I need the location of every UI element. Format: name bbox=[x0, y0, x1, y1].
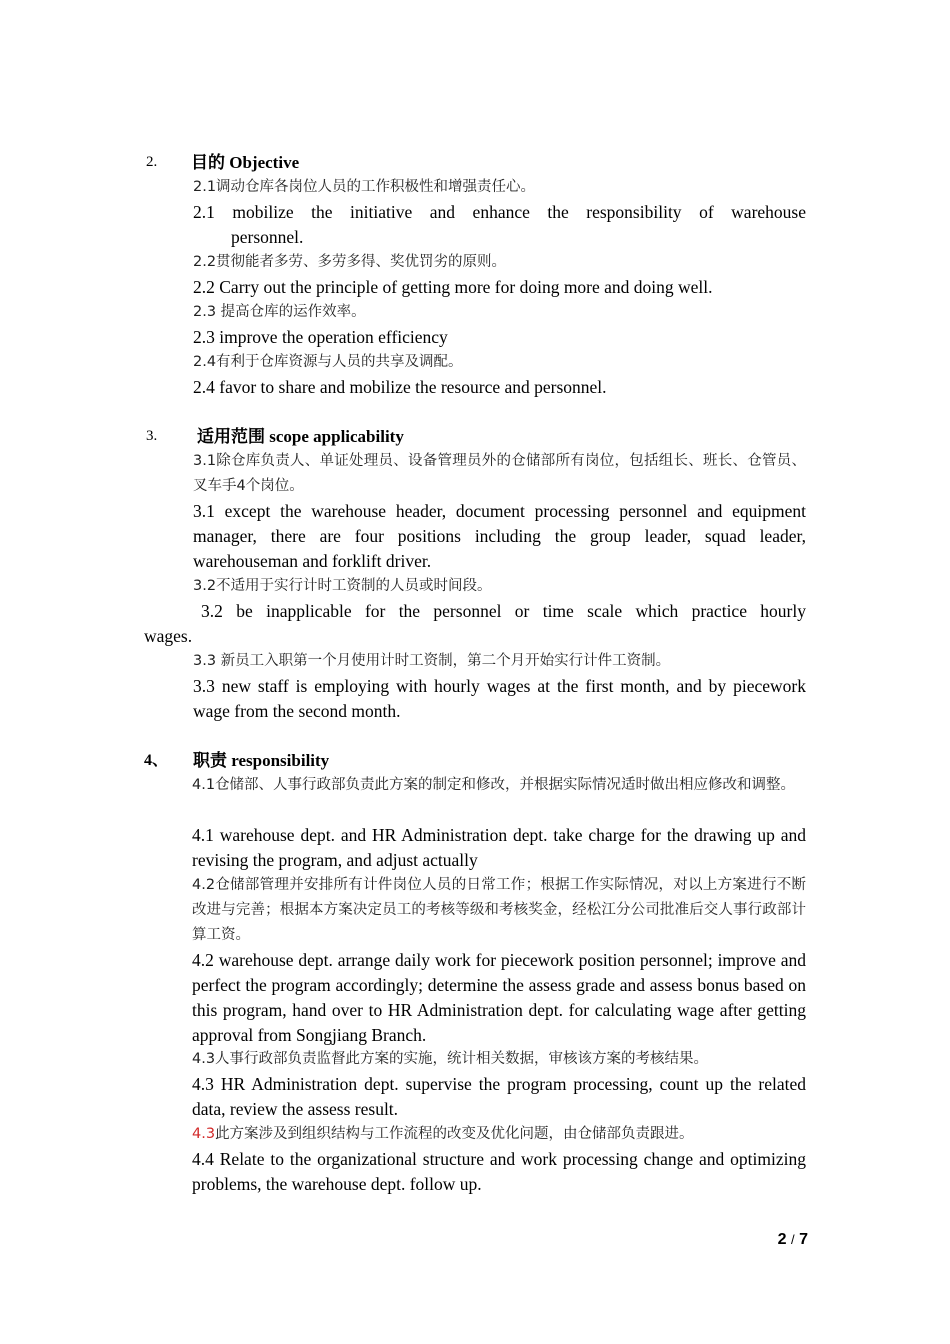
page-separator: / bbox=[791, 1232, 795, 1247]
section-3-title: 适用范围 scope applicability bbox=[197, 427, 404, 446]
section-2-heading bbox=[0, 150, 950, 175]
para-2-3-zh: 2.3 提高仓库的运作效率。 bbox=[193, 304, 366, 320]
para-2-4-zh: 2.4有利于仓库资源与人员的共享及调配。 bbox=[193, 354, 463, 370]
para-2-1-en-line2: personnel. bbox=[231, 227, 304, 247]
para-2-1-zh: 2.1调动仓库各岗位人员的工作积极性和增强责任心。 bbox=[193, 179, 536, 195]
page-number bbox=[760, 1227, 808, 1252]
para-2-2-en: 2.2 Carry out the principle of getting more for doing more and doing well. bbox=[193, 277, 713, 297]
para-3-2-zh: 3.2不适用于实行计时工资制的人员或时间段。 bbox=[193, 578, 492, 594]
para-4-1-en: 4.1 warehouse dept. and HR Administration dept. take charge for the drawing up and revising the program, and adjust actually bbox=[192, 825, 806, 870]
para-4-4-zh-text: 此方案涉及到组织结构与工作流程的改变及优化问题，由仓储部负责跟进。 bbox=[215, 1126, 694, 1142]
page-current: 2 bbox=[777, 1231, 787, 1248]
para-4-4-en: 4.4 Relate to the organizational structure and work processing change and optimizing problems, the warehouse dept. follow up. bbox=[192, 1149, 806, 1194]
page-total: 7 bbox=[799, 1231, 808, 1248]
para-4-2-en: 4.2 warehouse dept. arrange daily work for piecework position personnel; improve and perfect the program accordingly; determine the assess grade and assess bonus based on this program, hand over to HR Administration dept. for calculating wage after getting approval from Songjiang Branch. bbox=[192, 950, 806, 1045]
para-2-1-en-line1: 2.1 mobilize the initiative and enhance the responsibility of warehouse bbox=[193, 202, 806, 222]
section-2-title: 目的 Objective bbox=[191, 153, 300, 172]
para-4-3-en: 4.3 HR Administration dept. supervise the program processing, count up the related data, review the assess result. bbox=[192, 1074, 806, 1119]
section-3-heading bbox=[0, 424, 950, 449]
section-4-heading bbox=[0, 748, 950, 773]
para-3-3-zh: 3.3 新员工入职第一个月使用计时工资制，第二个月开始实行计件工资制。 bbox=[193, 653, 671, 669]
para-2-2-zh: 2.2贯彻能者多劳、多劳多得、奖优罚劣的原则。 bbox=[193, 254, 507, 270]
para-3-1-zh: 3.1除仓库负责人、单证处理员、设备管理员外的仓储部所有岗位，包括组长、班长、仓管员、叉车手4个岗位。 bbox=[193, 453, 806, 494]
para-4-2-zh: 4.2仓储部管理并安排所有计件岗位人员的日常工作；根据工作实际情况，对以上方案进行不断改进与完善；根据本方案决定员工的考核等级和考核奖金，经松江分公司批准后交人事行政部计算工资。 bbox=[192, 877, 806, 943]
para-3-1-en: 3.1 except the warehouse header, document processing personnel and equipment manager, there are four positions including the group leader, squad leader, warehouseman and forklift driver. bbox=[193, 501, 806, 571]
section-2-number: 2. bbox=[146, 154, 158, 170]
para-3-3-en: 3.3 new staff is employing with hourly wages at the first month, and by piecework wage from the second month. bbox=[193, 676, 806, 721]
para-3-2-en-line1: 3.2 be inapplicable for the personnel or time scale which practice hourly bbox=[201, 601, 806, 621]
para-4-1-zh: 4.1仓储部、人事行政部负责此方案的制定和修改，并根据实际情况适时做出相应修改和调整。 bbox=[192, 777, 796, 793]
para-2-3-en: 2.3 improve the operation efficiency bbox=[193, 327, 448, 347]
para-4-3-zh: 4.3人事行政部负责监督此方案的实施，统计相关数据，审核该方案的考核结果。 bbox=[192, 1051, 709, 1067]
para-2-4-en: 2.4 favor to share and mobilize the resource and personnel. bbox=[193, 377, 607, 397]
para-3-2-en-line2: wages. bbox=[144, 626, 193, 646]
section-4-title: 职责 responsibility bbox=[193, 751, 330, 770]
para-4-4-zh bbox=[192, 1122, 806, 1147]
para-2-1-en bbox=[193, 200, 806, 250]
para-4-4-zh-number: 4.3 bbox=[192, 1126, 216, 1142]
section-3-number: 3. bbox=[146, 428, 158, 444]
section-4-number: 4、 bbox=[144, 752, 169, 769]
